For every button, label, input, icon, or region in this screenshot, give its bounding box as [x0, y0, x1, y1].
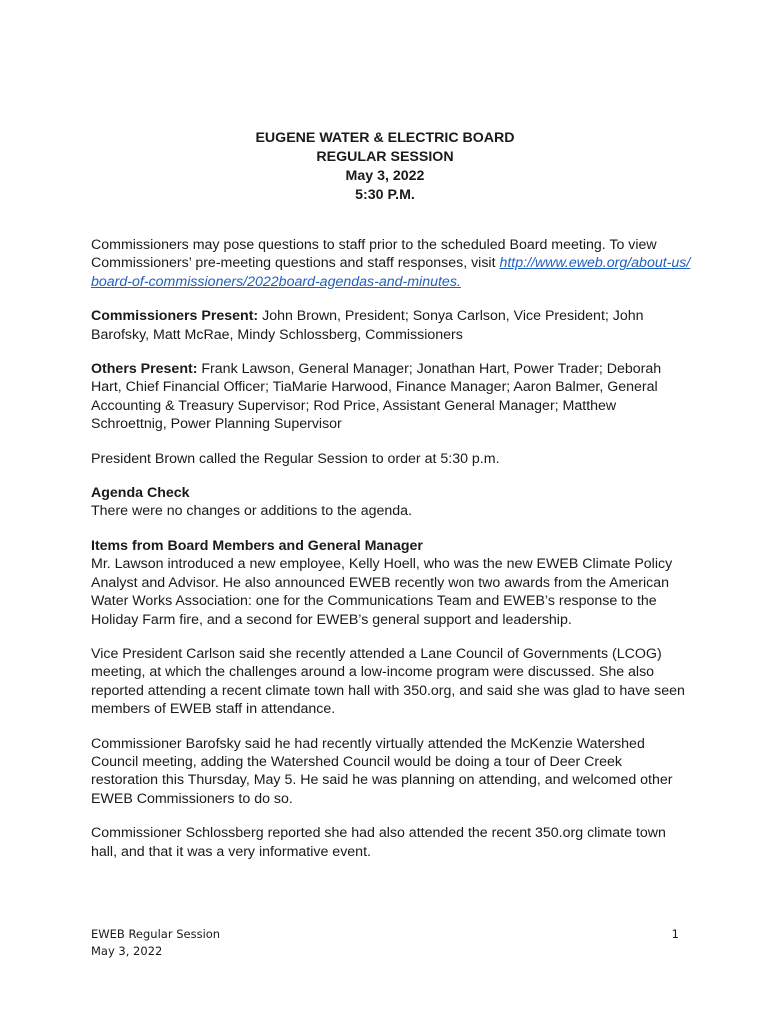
items-from-board-heading: Items from Board Members and General Manager	[91, 537, 423, 554]
items-paragraph-barofsky: Commissioner Barofsky said he had recently virtually attended the McKenzie Watershed Council meeting, adding the Watershed Council would be doing a tour of Deer Creek restoration this Thursday, May 5. He said he was planning on attending, and welcomed other EWEB Commissioners to do so.	[91, 735, 673, 807]
others-present-text: Frank Lawson, General Manager; Jonathan Hart, Power Trader; Deborah Hart, Chief Financial Officer; TiaMarie Harwood, Finance Manager; Aaron Balmer, General Accounting & Treasury Supervisor; Rod Price, Assistant General Manager; Matthew Schroettnig, Power Planning Supervisor	[91, 361, 662, 433]
items-paragraph-lawson: Mr. Lawson introduced a new employee, Kelly Hoell, who was the new EWEB Climate Policy Analyst and Advisor. He also announced EWEB recently won two awards from the American Water Works Association: one for the Communications Team and EWEB’s response to the Holiday Farm fire, and a second for EWEB’s general support and leadership.	[91, 556, 673, 628]
footer-left	[91, 926, 220, 960]
items-from-board-section	[91, 537, 691, 629]
agenda-check-text: There were no changes or additions to the agenda.	[91, 503, 413, 520]
intro-text: Commissioners may pose questions to staff prior to the scheduled Board meeting. To view Commissioners’ pre-meeting questions and staff responses, visit	[91, 237, 657, 272]
document-header	[0, 129, 770, 205]
call-to-order-paragraph: President Brown called the Regular Session to order at 5:30 p.m.	[91, 450, 500, 467]
agendas-link[interactable]: http://www.eweb.org/about-us/board-of-commissioners/2022board-agendas-and-minutes.	[91, 255, 691, 290]
agenda-check-section	[91, 484, 691, 521]
header-time: 5:30 P.M.	[355, 187, 415, 203]
commissioners-present-label: Commissioners Present:	[91, 308, 259, 325]
commissioners-present-paragraph	[91, 307, 691, 344]
footer-session-label: EWEB Regular Session	[91, 927, 221, 941]
others-present-paragraph	[91, 360, 691, 434]
page-number: 1	[671, 927, 679, 941]
header-organization: EUGENE WATER & ELECTRIC BOARD	[255, 130, 515, 146]
items-paragraph-carlson: Vice President Carlson said she recently attended a Lane Council of Governments (LCOG) meeting, at which the challenges around a low-income program were discussed. She also reported attending a recent climate town hall with 350.org, and said she was glad to have seen members of EWEB staff in attendance.	[91, 645, 685, 718]
items-paragraph-schlossberg: Commissioner Schlossberg reported she had also attended the recent 350.org climate town hall, and that it was a very informative event.	[91, 825, 666, 860]
document-body	[91, 236, 691, 877]
others-present-label: Others Present:	[91, 361, 198, 378]
footer-date: May 3, 2022	[91, 944, 163, 958]
header-session: REGULAR SESSION	[316, 149, 454, 165]
intro-paragraph	[91, 236, 691, 291]
header-date: May 3, 2022	[345, 168, 425, 184]
commissioners-present-text: John Brown, President; Sonya Carlson, Vice President; John Barofsky, Matt McRae, Mindy Schlossberg, Commissioners	[91, 308, 644, 343]
agenda-check-heading: Agenda Check	[91, 485, 190, 502]
